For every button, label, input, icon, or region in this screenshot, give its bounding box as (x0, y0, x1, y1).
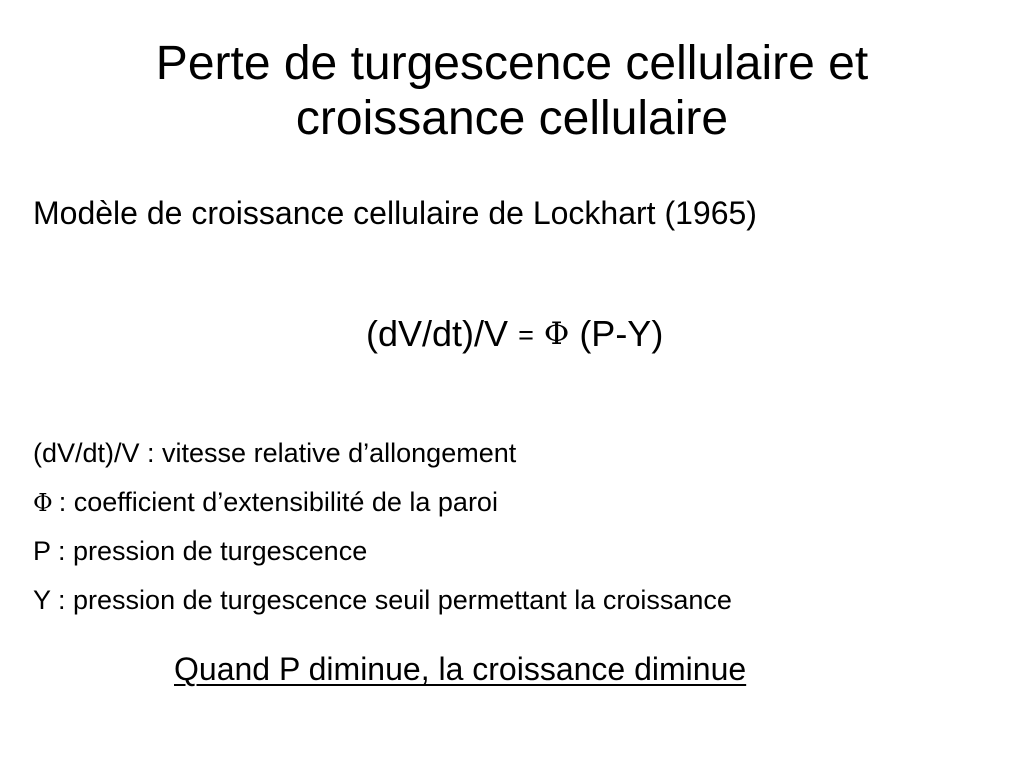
definitions-list (33, 434, 732, 630)
definition-item-pressure (33, 532, 732, 581)
model-subtitle: Modèle de croissance cellulaire de Lockhart (1965) (33, 195, 757, 231)
slide-title-line-1: Perte de turgescence cellulaire et (155, 37, 869, 90)
slide-title-line-2: croissance cellulaire (295, 92, 729, 145)
definition-item-threshold (33, 581, 732, 630)
definition-text: Y : pression de turgescence seuil permettant la croissance (33, 585, 732, 615)
definition-text: : coefficient d’extensibilité de la paroi (58, 487, 498, 517)
definition-text: P : pression de turgescence (33, 536, 368, 566)
equation-phi-symbol: Φ (543, 316, 570, 352)
equation-lhs: (dV/dt)/V (366, 313, 509, 354)
definition-phi-symbol: Φ (33, 489, 53, 517)
equation-equals: = (518, 320, 534, 350)
definition-item-growth-rate (33, 434, 732, 483)
definition-item-phi (33, 483, 732, 532)
conclusion-text: Quand P diminue, la croissance diminue (174, 651, 747, 687)
slide-title (60, 36, 964, 146)
equation-rhs: (P-Y) (579, 313, 664, 354)
definition-text: (dV/dt)/V : vitesse relative d’allongement (33, 438, 517, 468)
lockhart-equation (366, 312, 663, 357)
